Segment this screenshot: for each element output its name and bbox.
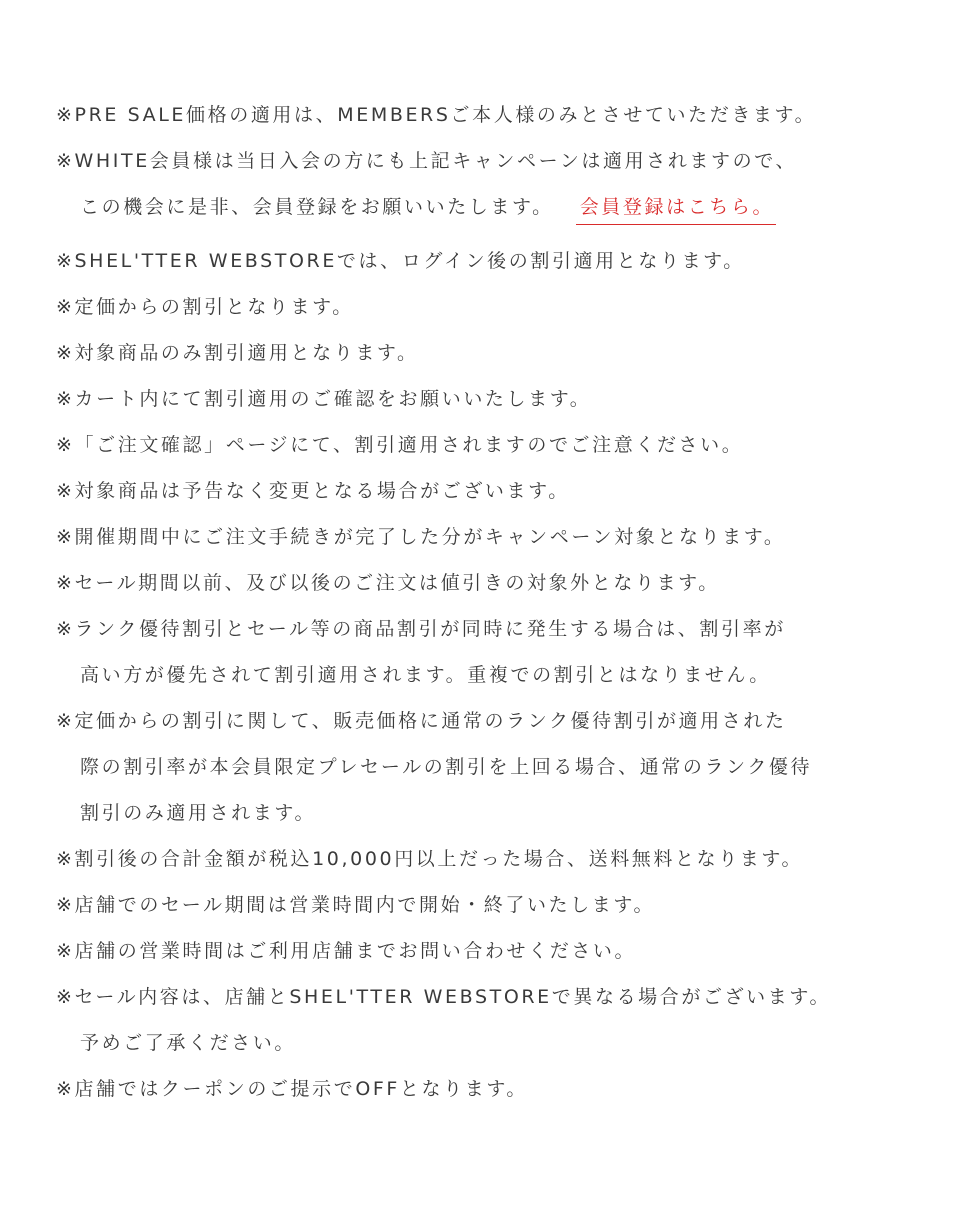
note-line: ※店舗の営業時間はご利用店舗までお問い合わせください。 bbox=[56, 940, 637, 962]
note-item bbox=[56, 698, 936, 836]
note-line: ※対象商品は予告なく変更となる場合がございます。 bbox=[56, 480, 570, 502]
note-line: ※店舗ではクーポンのご提示でOFFとなります。 bbox=[56, 1078, 529, 1100]
note-line: ※定価からの割引となります。 bbox=[56, 296, 354, 318]
sale-notes bbox=[56, 92, 936, 1112]
note-line: ※WHITE会員様は当日入会の方にも上記キャンペーンは適用されますので、 bbox=[56, 150, 798, 172]
note-item bbox=[56, 284, 936, 330]
note-line: ※定価からの割引に関して、販売価格に通常のランク優待割引が適用された bbox=[56, 710, 787, 732]
note-line: ※「ご注文確認」ページにて、割引適用されますのでご注意ください。 bbox=[56, 434, 744, 456]
note-item bbox=[56, 92, 936, 138]
note-item bbox=[56, 560, 936, 606]
note-line: ※セール内容は、店舗とSHEL'TTER WEBSTOREで異なる場合がございます。 bbox=[56, 986, 832, 1008]
note-line: ※対象商品のみ割引適用となります。 bbox=[56, 342, 419, 364]
note-item bbox=[56, 514, 936, 560]
note-item bbox=[56, 974, 936, 1066]
note-item bbox=[56, 1066, 936, 1112]
note-item bbox=[56, 138, 936, 230]
note-line: ※セール期間以前、及び以後のご注文は値引きの対象外となります。 bbox=[56, 572, 720, 594]
member-register-link[interactable]: 会員登録はこちら。 bbox=[576, 196, 776, 225]
note-line: 高い方が優先されて割引適用されます。重複での割引とはなりません。 bbox=[80, 664, 771, 686]
note-item bbox=[56, 882, 936, 928]
note-line: 割引のみ適用されます。 bbox=[80, 802, 317, 824]
note-line: 予めご了承ください。 bbox=[80, 1032, 297, 1054]
note-item bbox=[56, 468, 936, 514]
note-item bbox=[56, 606, 936, 698]
note-line: ※ランク優待割引とセール等の商品割引が同時に発生する場合は、割引率が bbox=[56, 618, 786, 640]
note-line: ※開催期間中にご注文手続きが完了した分がキャンペーン対象となります。 bbox=[56, 526, 786, 548]
note-line: ※SHEL'TTER WEBSTOREでは、ログイン後の割引適用となります。 bbox=[56, 250, 745, 272]
note-item bbox=[56, 928, 936, 974]
note-line: 際の割引率が本会員限定プレセールの割引を上回る場合、通常のランク優待 bbox=[80, 756, 813, 778]
note-item bbox=[56, 330, 936, 376]
note-line: ※カート内にて割引適用のご確認をお願いいたします。 bbox=[56, 388, 592, 410]
note-line-with-link bbox=[56, 184, 936, 230]
note-line: ※PRE SALE価格の適用は、MEMBERSご本人様のみとさせていただきます。 bbox=[56, 104, 817, 126]
note-line-text: この機会に是非、会員登録をお願いいたします。 bbox=[80, 196, 554, 218]
note-item bbox=[56, 376, 936, 422]
note-line: ※割引後の合計金額が税込10,000円以上だった場合、送料無料となります。 bbox=[56, 848, 804, 870]
note-line: ※店舗でのセール期間は営業時間内で開始・終了いたします。 bbox=[56, 894, 656, 916]
note-item bbox=[56, 422, 936, 468]
note-item bbox=[56, 238, 936, 284]
note-item bbox=[56, 836, 936, 882]
